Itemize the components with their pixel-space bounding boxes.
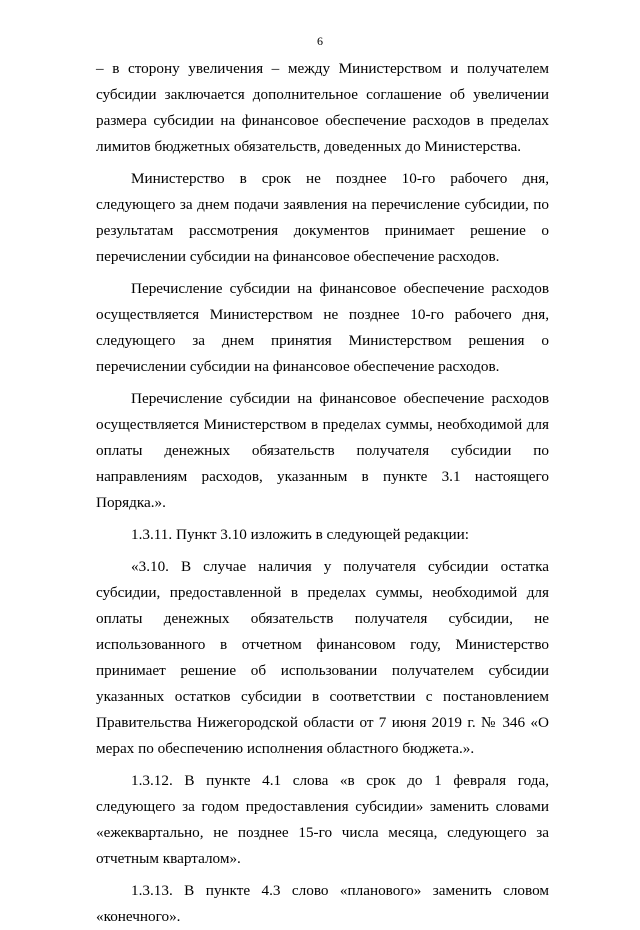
document-body (96, 56, 549, 930)
paragraph-item-1-3-13: 1.3.13. В пункте 4.3 слово «планового» заменить словом «конечного». (96, 882, 549, 925)
paragraph-ministry-decision-deadline: Министерство в срок не позднее 10-го рабочего дня, следующего за днем подачи заявления на перечисление субсидии, по результатам рассмотрения документов принимает решение о перечислении субсидии на финансовое обеспечение расходов. (96, 170, 549, 265)
page-number: 6 (317, 34, 323, 48)
paragraph-increase-agreement: – в сторону увеличения – между Министерством и получателем субсидии заключается дополнительное соглашение об увеличении размера субсидии на финансовое обеспечение расходов в пределах лимитов бюджетных обязательств, доведенных до Министерства. (96, 60, 549, 155)
paragraph-transfer-limits: Перечисление субсидии на финансовое обеспечение расходов осуществляется Министерством в пределах суммы, необходимой для оплаты денежных обязательств получателя субсидии по направлениям расходов, указанным в пункте 3.1 настоящего Порядка.». (96, 390, 549, 511)
paragraph-item-3-10-text: «3.10. В случае наличия у получателя субсидии остатка субсидии, предоставленной в пределах суммы, необходимой для оплаты денежных обязательств получателя субсидии, не использованного в отчетном финансовом году, Министерство принимает решение об использовании получателем субсидии указанных остатков субсидии в соответствии с постановлением Правительства Нижегородской области от 7 июня 2019 г. № 346 «О мерах по обеспечению исполнения областного бюджета.». (96, 558, 549, 757)
paragraph-item-1-3-11: 1.3.11. Пункт 3.10 изложить в следующей редакции: (131, 526, 470, 543)
paragraph-transfer-deadline: Перечисление субсидии на финансовое обеспечение расходов осуществляется Министерством не позднее 10-го рабочего дня, следующего за днем принятия Министерством решения о перечислении субсидии на финансовое обеспечение расходов. (96, 280, 549, 375)
paragraph-item-1-3-12: 1.3.12. В пункте 4.1 слова «в срок до 1 февраля года, следующего за годом предоставления субсидии» заменить словами «ежеквартально, не позднее 15-го числа месяца, следующего за отчетным кварталом». (96, 772, 549, 867)
